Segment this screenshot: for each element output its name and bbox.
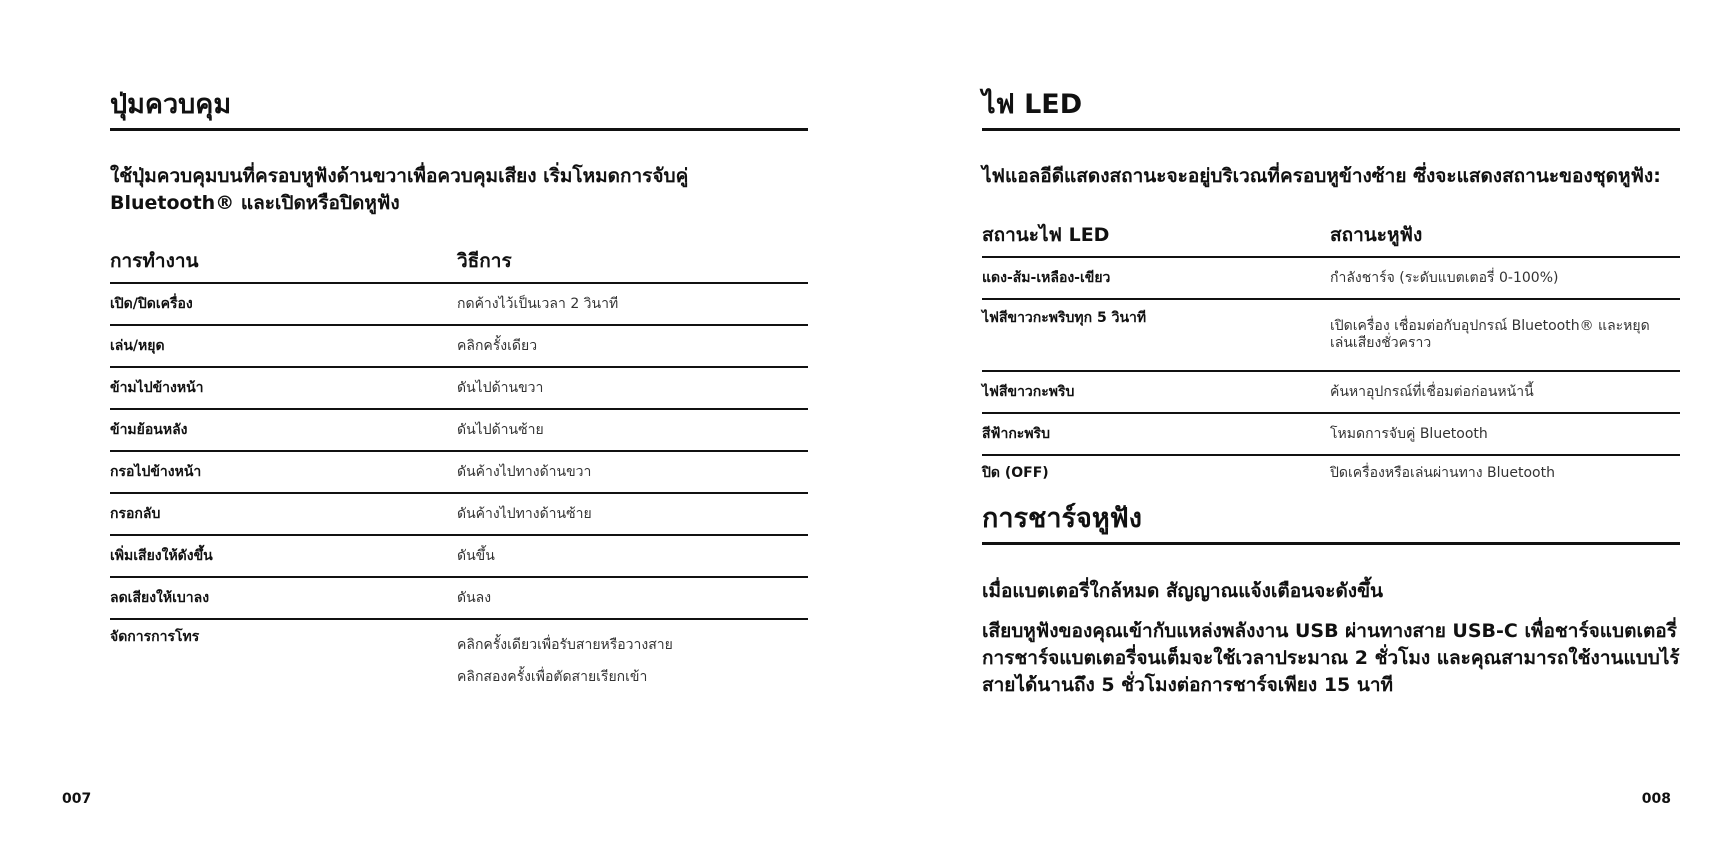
page-number: 008 <box>1641 791 1671 807</box>
charging-heading: การชาร์จหูฟัง <box>982 502 1680 545</box>
row-method: ดันลง <box>457 577 808 619</box>
row-led: ไฟสีขาวกะพริบ <box>982 371 1330 413</box>
controls-table <box>110 240 808 693</box>
table-row-calls <box>110 619 808 693</box>
led-intro: ไฟแอลอีดีแสดงสถานะจะอยู่บริเวณที่ครอบหูข้างซ้าย ซึ่งจะแสดงสถานะของชุดหูฟัง: <box>982 165 1661 187</box>
row-function: เล่น/หยุด <box>110 325 457 367</box>
row-status: ค้นหาอุปกรณ์ที่เชื่อมต่อก่อนหน้านี้ <box>1330 371 1680 413</box>
call-method-line-1: คลิกครั้งเดียวเพื่อรับสายหรือวางสาย <box>457 637 673 653</box>
row-led: แดง-ส้ม-เหลือง-เขียว <box>982 257 1330 299</box>
table-row <box>110 409 808 451</box>
table-row <box>110 451 808 493</box>
row-function: เพิ่มเสียงให้ดังขึ้น <box>110 535 457 577</box>
page-number: 007 <box>62 791 92 807</box>
row-function: จัดการการโทร <box>110 629 200 645</box>
charging-low-battery-text: เมื่อแบตเตอรี่ใกล้หมด สัญญาณแจ้งเตือนจะดังขึ้น <box>982 580 1384 602</box>
row-method: ดันค้างไปทางด้านขวา <box>457 451 808 493</box>
row-method-multi <box>457 619 808 693</box>
table-row <box>110 367 808 409</box>
left-page <box>0 0 866 867</box>
call-method-line-2: คลิกสองครั้งเพื่อตัดสายเรียกเข้า <box>457 669 648 685</box>
row-status: เปิดเครื่อง เชื่อมต่อกับอุปกรณ์ Bluetooth® และหยุดเล่นเสียงชั่วคราว <box>1330 299 1680 371</box>
row-method: ดันขึ้น <box>457 535 808 577</box>
row-function: เปิด/ปิดเครื่อง <box>110 283 457 325</box>
table-row <box>982 299 1680 371</box>
table-row <box>110 577 808 619</box>
table-row <box>110 283 808 325</box>
column-header-method: วิธีการ <box>457 240 808 283</box>
row-status: กำลังชาร์จ (ระดับแบตเตอรี่ 0-100%) <box>1330 257 1680 299</box>
column-header-function: การทำงาน <box>110 240 457 283</box>
charging-instructions-text: เสียบหูฟังของคุณเข้ากับแหล่งพลังงาน USB ผ่านทางสาย USB-C เพื่อชาร์จแบตเตอรี่ การชาร์จแบตเตอรี่จนเต็มจะใช้เวลาประมาณ 2 ชั่วโมง และคุณสามารถใช้งานแบบไร้สายได้นานถึง 5 ชั่วโมงต่อการชาร์จเพียง 15 นาที <box>982 620 1680 696</box>
table-row <box>110 493 808 535</box>
controls-intro: ใช้ปุ่มควบคุมบนที่ครอบหูฟังด้านขวาเพื่อควบคุมเสียง เริ่มโหมดการจับคู่ Bluetooth® และเปิดหรือปิดหูฟัง <box>110 165 689 214</box>
table-row <box>982 413 1680 455</box>
controls-heading: ปุ่มควบคุม <box>110 88 808 131</box>
table-row <box>982 257 1680 299</box>
row-function: ลดเสียงให้เบาลง <box>110 577 457 619</box>
right-page <box>866 0 1733 867</box>
table-row <box>110 325 808 367</box>
column-header-led-status: สถานะไฟ LED <box>982 214 1330 257</box>
row-method: ดันไปด้านขวา <box>457 367 808 409</box>
row-led: ปิด (OFF) <box>982 465 1049 481</box>
row-status: ปิดเครื่องหรือเล่นผ่านทาง Bluetooth <box>1330 465 1555 481</box>
led-heading: ไฟ LED <box>982 88 1680 131</box>
row-method: ดันค้างไปทางด้านซ้าย <box>457 493 808 535</box>
column-header-headphone-status: สถานะหูฟัง <box>1330 214 1680 257</box>
row-led: ไฟสีขาวกะพริบทุก 5 วินาที <box>982 299 1330 371</box>
row-status: โหมดการจับคู่ Bluetooth <box>1330 413 1680 455</box>
table-row <box>982 455 1680 505</box>
table-header-row <box>110 240 808 283</box>
row-led: สีฟ้ากะพริบ <box>982 413 1330 455</box>
row-function: ข้ามไปข้างหน้า <box>110 367 457 409</box>
table-row <box>982 371 1680 413</box>
table-row <box>110 535 808 577</box>
row-function: ข้ามย้อนหลัง <box>110 409 457 451</box>
led-table <box>982 214 1680 505</box>
row-method: คลิกครั้งเดียว <box>457 325 808 367</box>
row-function: กรอกลับ <box>110 493 457 535</box>
row-function: กรอไปข้างหน้า <box>110 451 457 493</box>
row-method: ดันไปด้านซ้าย <box>457 409 808 451</box>
row-method: กดค้างไว้เป็นเวลา 2 วินาที <box>457 283 808 325</box>
table-header-row <box>982 214 1680 257</box>
